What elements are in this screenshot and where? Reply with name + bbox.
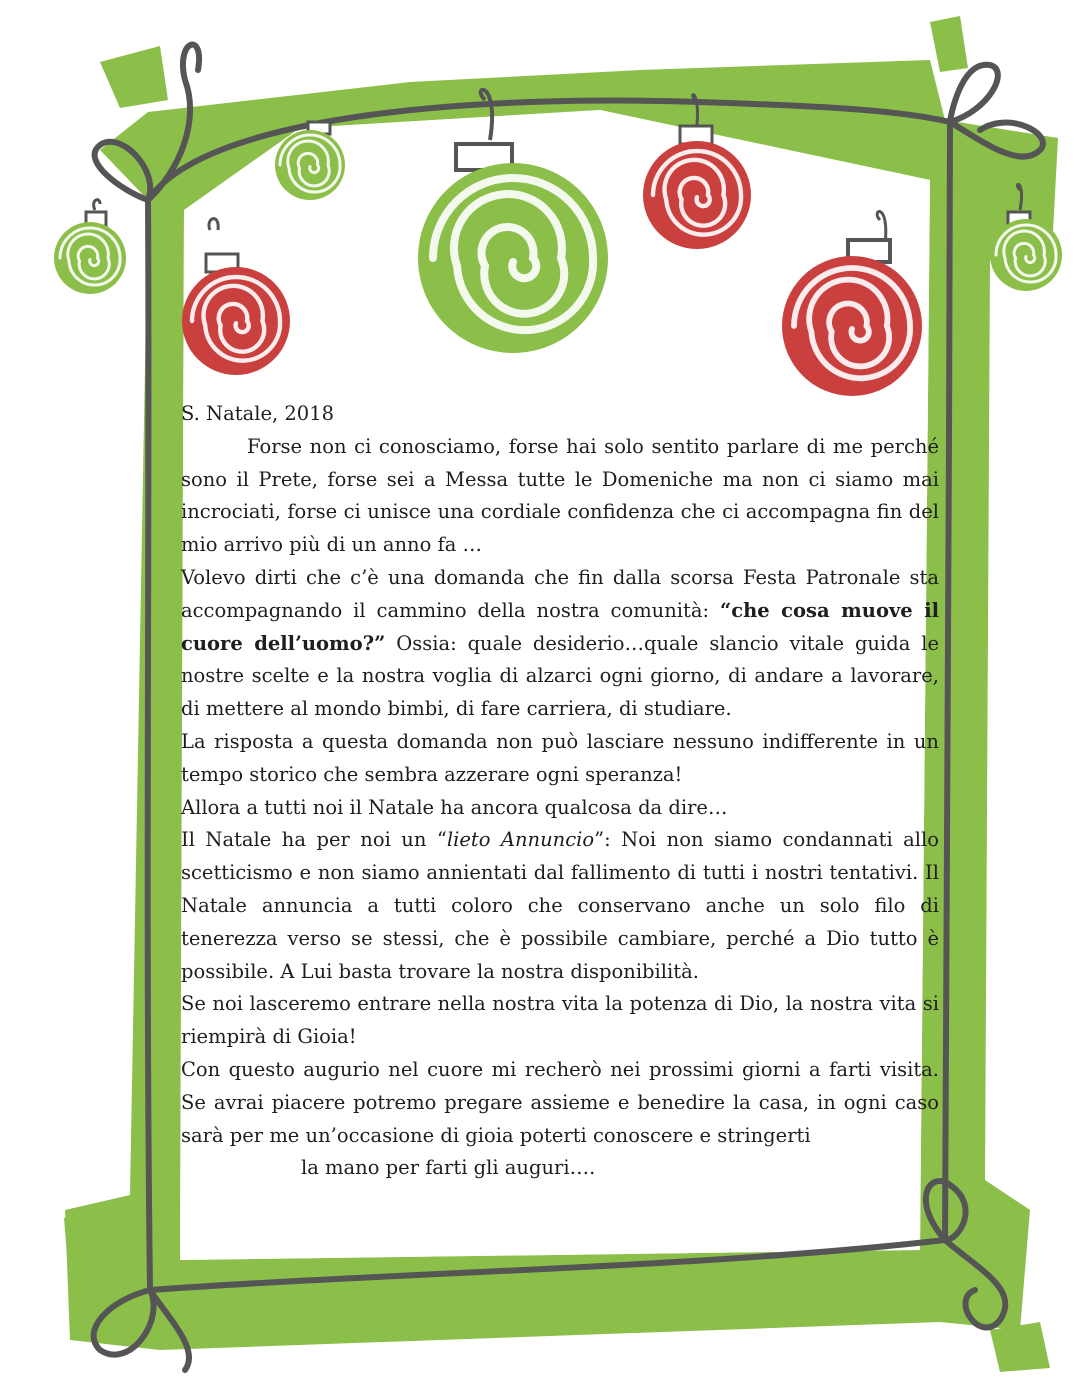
green-ornament <box>54 200 126 294</box>
paragraph-gioia: Se noi lasceremo entrare nella nostra vita la potenza di Dio, la nostra vita si riempirà di Gioia! <box>181 992 939 1049</box>
paragraph-answer: La risposta a questa domanda non può lasciare nessuno indifferente in un tempo storico che sembra azzerare ogni speranza! <box>181 729 939 786</box>
paragraph-visita: Con questo augurio nel cuore mi recherò nei prossimi giorni a farti visita. Se avrai piacere potremo pregare assieme e benedire la casa, in ogni caso sarà per me un’occasione di gioia poterti conoscere e stringerti <box>181 1057 939 1147</box>
letter-closing: la mano per farti gli auguri…. <box>301 1156 596 1180</box>
paragraph-intro: Forse non ci conosciamo, forse hai solo sentito parlare di me perché sono il Prete, forse sei a Messa tutte le Domeniche ma non ci siamo mai incrociati, forse ci unisce una cordiale confidenza che ci accompagna fin del mio arrivo più di un anno fa … <box>181 434 939 557</box>
corner-leaf-top-right <box>930 16 968 72</box>
paragraph-question <box>181 562 939 726</box>
letter-date: S. Natale, 2018 <box>181 402 335 425</box>
annuncio-intro: Il Natale ha per noi un “ <box>181 828 447 852</box>
question-continuation: Ossia: quale desiderio…quale slancio vitale guida le nostre scelte e la nostra voglia di alzarci ogni giorno, di andare a lavorare, di mettere al mondo bimbi, di fare carriera, di studiare. <box>181 631 940 721</box>
paragraph-annuncio <box>181 824 939 988</box>
annuncio-italic: lieto Annuncio <box>446 828 595 852</box>
question-intro-text: Volevo dirti che c’è una domanda che fin dalla scorsa Festa Patronale sta accompagnando il cammino della nostra comunità: <box>181 565 939 622</box>
paragraph-natale: Allora a tutti noi il Natale ha ancora qualcosa da dire… <box>181 795 728 819</box>
corner-leaf-bottom-left <box>64 1208 112 1268</box>
corner-leaf-bottom-right <box>990 1322 1050 1372</box>
letter-body <box>181 398 939 1185</box>
annuncio-continuation: ”: Noi non siamo condannati allo scetticismo e non siamo annientati dal fallimento di tutti i nostri tentativi. Il Natale annuncia a tutti coloro che conservano anche un solo filo di tenerezza verso se stessi, che è possibile cambiare, perché a Dio tutto è possibile. A Lui basta trovare la nostra disponibilità. <box>181 828 939 983</box>
corner-leaf-top-left <box>100 46 168 108</box>
question-highlight: “che cosa muove il cuore dell’uomo?” <box>181 598 940 655</box>
